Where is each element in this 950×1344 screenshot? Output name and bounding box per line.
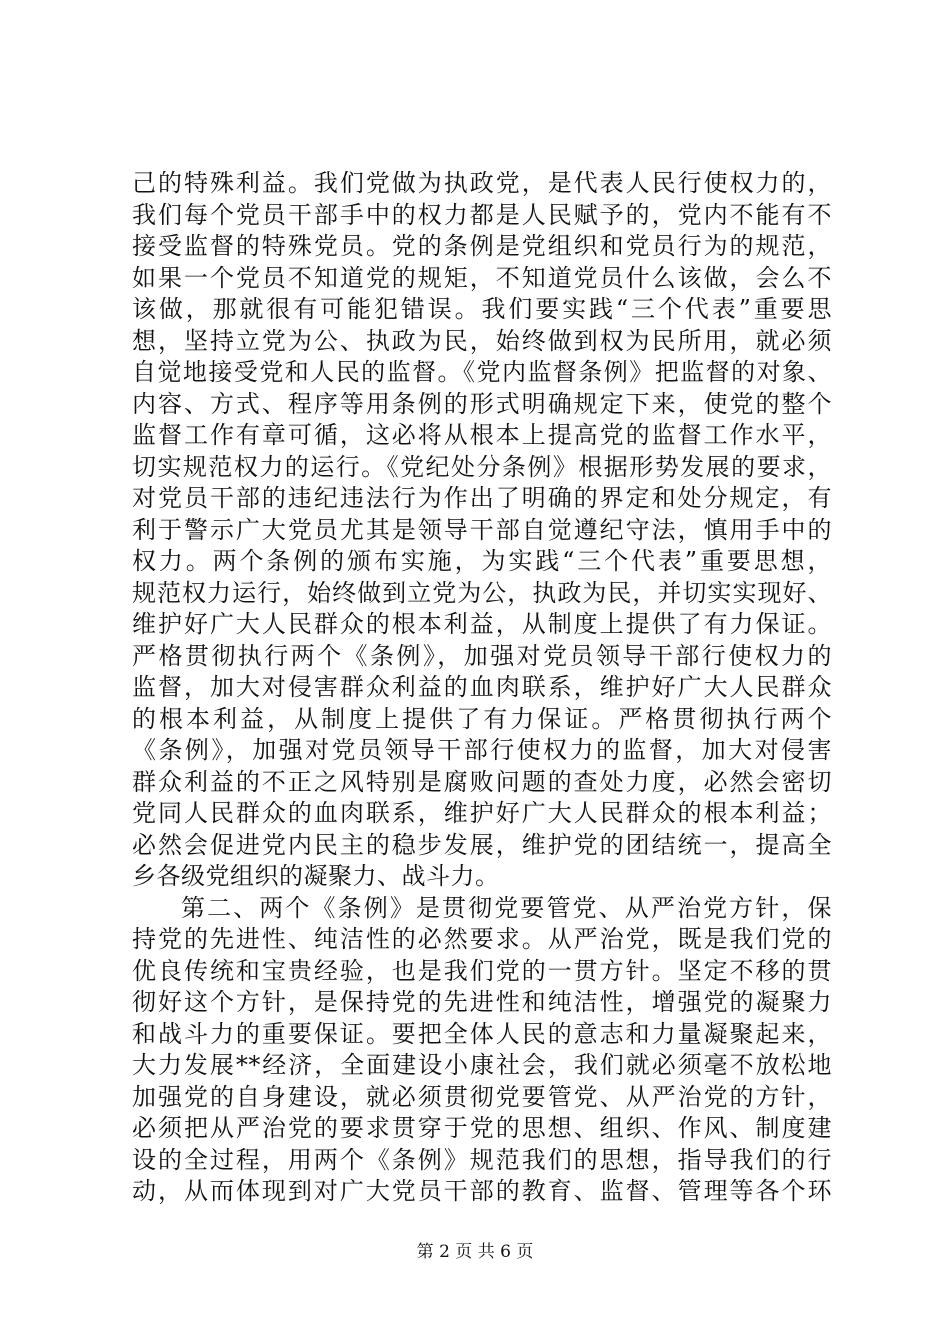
text-line: 大力发展**经济，全面建设小康社会，我们就必须毫不放松地	[132, 1051, 832, 1079]
text-line: 接受监督的特殊党员。党的条例是党组织和党员行为的规范，	[132, 232, 832, 260]
text-line: 必须把从严治党的要求贯穿于党的思想、组织、作风、制度建	[132, 1114, 832, 1142]
text-line: 如果一个党员不知道党的规矩，不知道党员什么该做，会么不	[132, 263, 832, 292]
page-number-footer: 第 2 页 共 6 页	[416, 1242, 534, 1262]
text-line: 必然会促进党内民主的稳步发展，维护党的团结统一，提高全	[132, 830, 832, 859]
text-line: 己的特殊利益。我们党做为执政党，是代表人民行使权力的，	[132, 169, 832, 197]
text-line: 优良传统和宝贵经验，也是我们党的一贯方针。坚定不移的贯	[132, 956, 832, 985]
text-line: 严格贯彻执行两个《条例》，加强对党员领导干部行使权力的	[132, 641, 832, 670]
text-line: 加强党的自身建设，就必须贯彻党要管党、从严治党的方针，	[132, 1082, 832, 1111]
text-line: 切实规范权力的运行。《党纪处分条例》根据形势发展的要求，	[132, 452, 832, 481]
text-line: 监督工作有章可循，这必将从根本上提高党的监督工作水平，	[132, 421, 832, 449]
text-line: 和战斗力的重要保证。要把全体人民的意志和力量凝聚起来，	[132, 1019, 832, 1048]
text-line: 该做，那就很有可能犯错误。我们要实践“三个代表”重要思	[132, 295, 832, 323]
text-line: 持党的先进性、纯洁性的必然要求。从严治党，既是我们党的	[132, 925, 832, 953]
text-line: 群众利益的不正之风特别是腐败问题的查处力度，必然会密切	[132, 767, 832, 796]
text-line: 的根本利益，从制度上提供了有力保证。严格贯彻执行两个	[132, 704, 832, 733]
text-line: 动，从而体现到对广大党员干部的教育、监督、管理等各个环	[132, 1177, 832, 1205]
text-line: 彻好这个方针，是保持党的先进性和纯洁性，增强党的凝聚力	[132, 988, 832, 1016]
text-line: 党同人民群众的血肉联系，维护好广大人民群众的根本利益；	[132, 799, 832, 827]
text-line: 规范权力运行，始终做到立党为公，执政为民，并切实实现好、	[132, 578, 832, 607]
text-line: 维护好广大人民群众的根本利益，从制度上提供了有力保证。	[132, 610, 832, 638]
text-line: 权力。两个条例的颁布实施，为实践“三个代表”重要思想，	[132, 547, 832, 575]
text-line: 《条例》，加强对党员领导干部行使权力的监督，加大对侵害	[132, 736, 832, 764]
body-text	[132, 168, 832, 1208]
text-line: 对党员干部的违纪违法行为作出了明确的界定和处分规定，有	[132, 484, 832, 512]
text-line: 利于警示广大党员尤其是领导干部自觉遵纪守法，慎用手中的	[132, 515, 832, 544]
paragraph-end-line: 乡各级党组织的凝聚力、战斗力。	[132, 862, 500, 890]
text-line: 内容、方式、程序等用条例的形式明确规定下来，使党的整个	[132, 389, 832, 418]
text-line: 监督，加大对侵害群众利益的血肉联系，维护好广大人民群众	[132, 673, 832, 701]
text-line: 设的全过程，用两个《条例》规范我们的思想，指导我们的行	[132, 1145, 832, 1174]
text-line: 想，坚持立党为公、执政为民，始终做到权为民所用，就必须	[132, 326, 832, 355]
text-line: 我们每个党员干部手中的权力都是人民赋予的，党内不能有不	[132, 200, 832, 229]
paragraph-start-line: 第二、两个《条例》是贯彻党要管党、从严治党方针，保	[181, 893, 832, 922]
text-line: 自觉地接受党和人民的监督。《党内监督条例》把监督的对象、	[132, 358, 832, 386]
